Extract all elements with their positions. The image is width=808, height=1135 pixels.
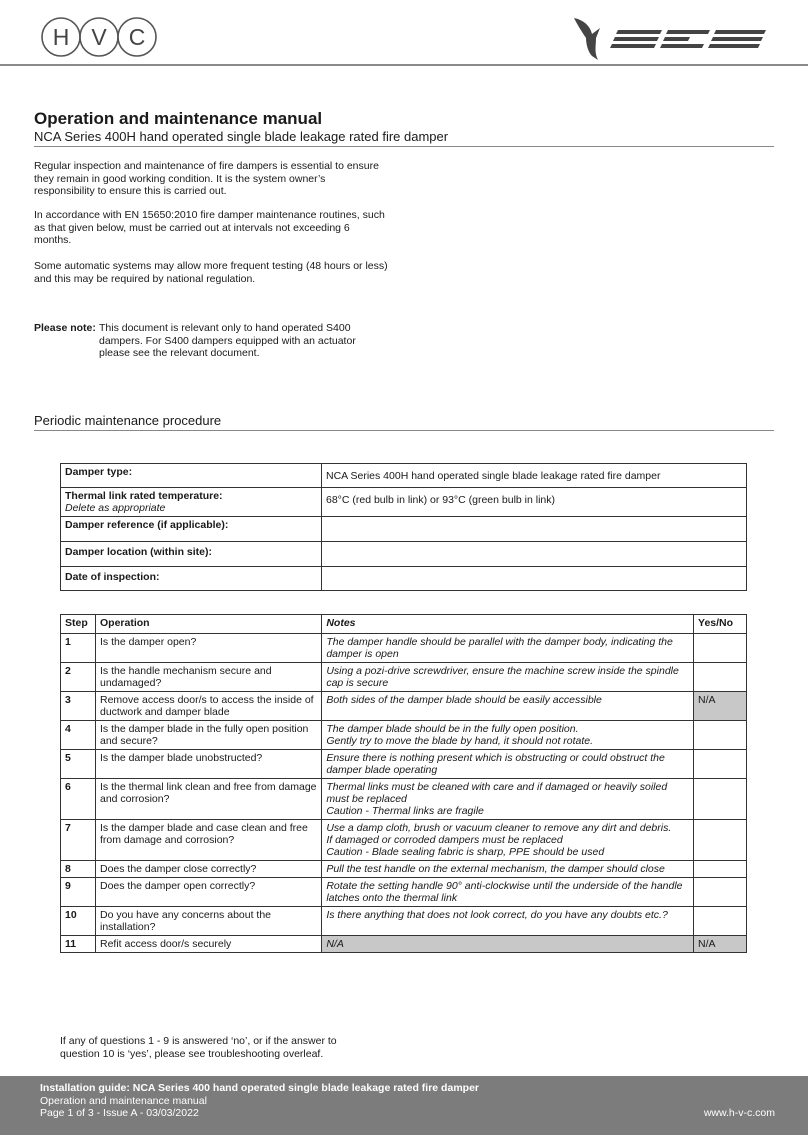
location-label: Damper location (within site): (61, 542, 322, 567)
hvc-logo (40, 14, 160, 60)
yes-no-cell[interactable] (694, 820, 747, 861)
note-line: Caution - Blade sealing fabric is sharp, PPE should be used (326, 846, 605, 858)
notes-cell (322, 779, 694, 820)
yes-no-cell[interactable] (694, 750, 747, 779)
note-line: N/A (326, 938, 344, 950)
thermal-label-cell (61, 488, 322, 517)
nca-wordmark (610, 30, 766, 48)
hvc-letter-h: H (52, 24, 70, 50)
footer-page-info: Page 1 of 3 - Issue A - 03/03/2022 (40, 1107, 199, 1119)
table-row (61, 634, 747, 663)
note-line: Use a damp cloth, brush or vacuum cleaner to remove any dirt and debris. (326, 822, 672, 834)
yes-no-cell[interactable] (694, 663, 747, 692)
operation-text: Refit access door/s securely (95, 936, 321, 953)
header-rule (0, 64, 808, 66)
info-row-date (61, 567, 747, 591)
damper-info-table (60, 463, 747, 591)
yes-no-cell[interactable] (694, 634, 747, 663)
operation-text: Is the damper open? (95, 634, 321, 663)
step-number: 8 (61, 861, 96, 878)
notes-cell (322, 861, 694, 878)
note-line: If damaged or corroded dampers must be replaced (326, 834, 563, 846)
table-row (61, 663, 747, 692)
yes-no-cell[interactable] (694, 861, 747, 878)
step-number: 4 (61, 721, 96, 750)
table-row (61, 750, 747, 779)
location-value[interactable] (322, 542, 747, 567)
damper-type-label: Damper type: (61, 464, 322, 488)
notes-cell (322, 907, 694, 936)
note-line-3: please see the relevant document. (99, 347, 260, 360)
table-row (61, 907, 747, 936)
info-row-thermal (61, 488, 747, 517)
page-footer (0, 1076, 808, 1135)
note-line-2: dampers. For S400 dampers equipped with an actuator (99, 334, 356, 347)
operation-text: Is the damper blade unobstructed? (95, 750, 321, 779)
step-number: 2 (61, 663, 96, 692)
operation-text: Remove access door/s to access the inside of ductwork and damper blade (95, 692, 321, 721)
operation-text: Does the damper close correctly? (95, 861, 321, 878)
operation-text: Does the damper open correctly? (95, 878, 321, 907)
note-line: The damper handle should be parallel with the damper body, indicating the damper is open (326, 636, 673, 660)
operation-text: Do you have any concerns about the installation? (95, 907, 321, 936)
table-row (61, 861, 747, 878)
date-label: Date of inspection: (61, 567, 322, 591)
operation-text: Is the thermal link clean and free from damage and corrosion? (95, 779, 321, 820)
intro-paragraph-3: Some automatic systems may allow more frequent testing (48 hours or less) and this may be required by national regulation. (34, 260, 388, 285)
header-operation: Operation (95, 615, 321, 634)
operation-text: Is the damper blade and case clean and free from damage and corrosion? (95, 820, 321, 861)
note-line-1: This document is relevant only to hand operated S400 (99, 322, 351, 334)
reference-value[interactable] (322, 517, 747, 542)
yes-no-cell: N/A (694, 936, 747, 953)
ops-header-row (61, 615, 747, 634)
footer-title: Installation guide: NCA Series 400 hand operated single blade leakage rated fire damper (40, 1082, 479, 1094)
intro-paragraph-2: In accordance with EN 15650:2010 fire damper maintenance routines, such as that given below, must be carried out at intervals not exceeding 6 months. (34, 209, 385, 247)
table-row (61, 820, 747, 861)
thermal-value: 68°C (red bulb in link) or 93°C (green bulb in link) (322, 488, 747, 517)
table-row (61, 779, 747, 820)
notes-cell (322, 878, 694, 907)
step-number: 9 (61, 878, 96, 907)
maintenance-procedure-table (60, 614, 747, 953)
note-line: Pull the test handle on the external mechanism, the damper should close (326, 863, 665, 875)
note-line: Gently try to move the blade by hand, it should not rotate. (326, 735, 594, 747)
operation-text: Is the damper blade in the fully open position and secure? (95, 721, 321, 750)
step-number: 5 (61, 750, 96, 779)
info-row-location (61, 542, 747, 567)
notes-cell (322, 721, 694, 750)
table-row (61, 692, 747, 721)
yes-no-cell[interactable] (694, 779, 747, 820)
yes-no-cell: N/A (694, 692, 747, 721)
footer-doc-name: Operation and maintenance manual (40, 1095, 207, 1107)
footer-url[interactable]: www.h-v-c.com (703, 1107, 775, 1119)
step-number: 6 (61, 779, 96, 820)
yes-no-cell[interactable] (694, 878, 747, 907)
notes-cell (322, 692, 694, 721)
nca-logo (570, 16, 770, 62)
table-row (61, 878, 747, 907)
note-line: Rotate the setting handle 90° anti-clockwise until the underside of the handle latches onto the thermal link (326, 880, 683, 904)
title-rule (34, 146, 774, 147)
thermal-sub: Delete as appropriate (65, 502, 166, 514)
step-number: 3 (61, 692, 96, 721)
note-line: Using a pozi-drive screwdriver, ensure the machine screw inside the spindle cap is secure (326, 665, 679, 689)
note-line: Caution - Thermal links are fragile (326, 805, 484, 817)
page-title: Operation and maintenance manual (34, 109, 323, 128)
hvc-letter-c: C (128, 24, 146, 50)
damper-type-value: NCA Series 400H hand operated single blade leakage rated fire damper (322, 464, 747, 488)
yes-no-cell[interactable] (694, 721, 747, 750)
thermal-label: Thermal link rated temperature: (65, 490, 223, 502)
ops-table-body (61, 634, 747, 953)
page-subtitle: NCA Series 400H hand operated single blade leakage rated fire damper (34, 129, 449, 144)
note-line: Thermal links must be cleaned with care and if damaged or heavily soiled must be replaced (326, 781, 668, 805)
notes-cell (322, 936, 694, 953)
step-number: 1 (61, 634, 96, 663)
header-step: Step (61, 615, 96, 634)
table-row (61, 721, 747, 750)
note-line: The damper blade should be in the fully open position. (326, 723, 579, 735)
info-row-damper-type (61, 464, 747, 488)
notes-cell (322, 634, 694, 663)
reference-label: Damper reference (if applicable): (61, 517, 322, 542)
table-row (61, 936, 747, 953)
step-number: 7 (61, 820, 96, 861)
header-notes: Notes (322, 615, 694, 634)
info-row-reference (61, 517, 747, 542)
note-line: Ensure there is nothing present which is obstructing or could obstruct the damper blade operating (326, 752, 665, 776)
section-rule (34, 430, 774, 431)
notes-cell (322, 750, 694, 779)
notes-cell (322, 663, 694, 692)
note-line: Both sides of the damper blade should be easily accessible (326, 694, 602, 706)
section-title: Periodic maintenance procedure (34, 413, 222, 428)
header-yes-no: Yes/No (694, 615, 747, 634)
troubleshooting-note: If any of questions 1 - 9 is answered ‘no’, or if the answer to question 10 is ‘yes’, please see troubleshooting overleaf. (60, 1035, 337, 1060)
please-note (34, 322, 394, 360)
step-number: 11 (61, 936, 96, 953)
bird-icon (574, 18, 600, 60)
step-number: 10 (61, 907, 96, 936)
notes-cell (322, 820, 694, 861)
note-line: Is there anything that does not look correct, do you have any doubts etc.? (326, 909, 668, 921)
note-label: Please note: (34, 322, 96, 334)
hvc-letter-v: V (91, 24, 107, 50)
date-value[interactable] (322, 567, 747, 591)
operation-text: Is the handle mechanism secure and undamaged? (95, 663, 321, 692)
intro-paragraph-1: Regular inspection and maintenance of fire dampers is essential to ensure they remain in good working condition. It is the system owner’s responsibility to ensure this is carried out. (34, 160, 379, 198)
yes-no-cell[interactable] (694, 907, 747, 936)
